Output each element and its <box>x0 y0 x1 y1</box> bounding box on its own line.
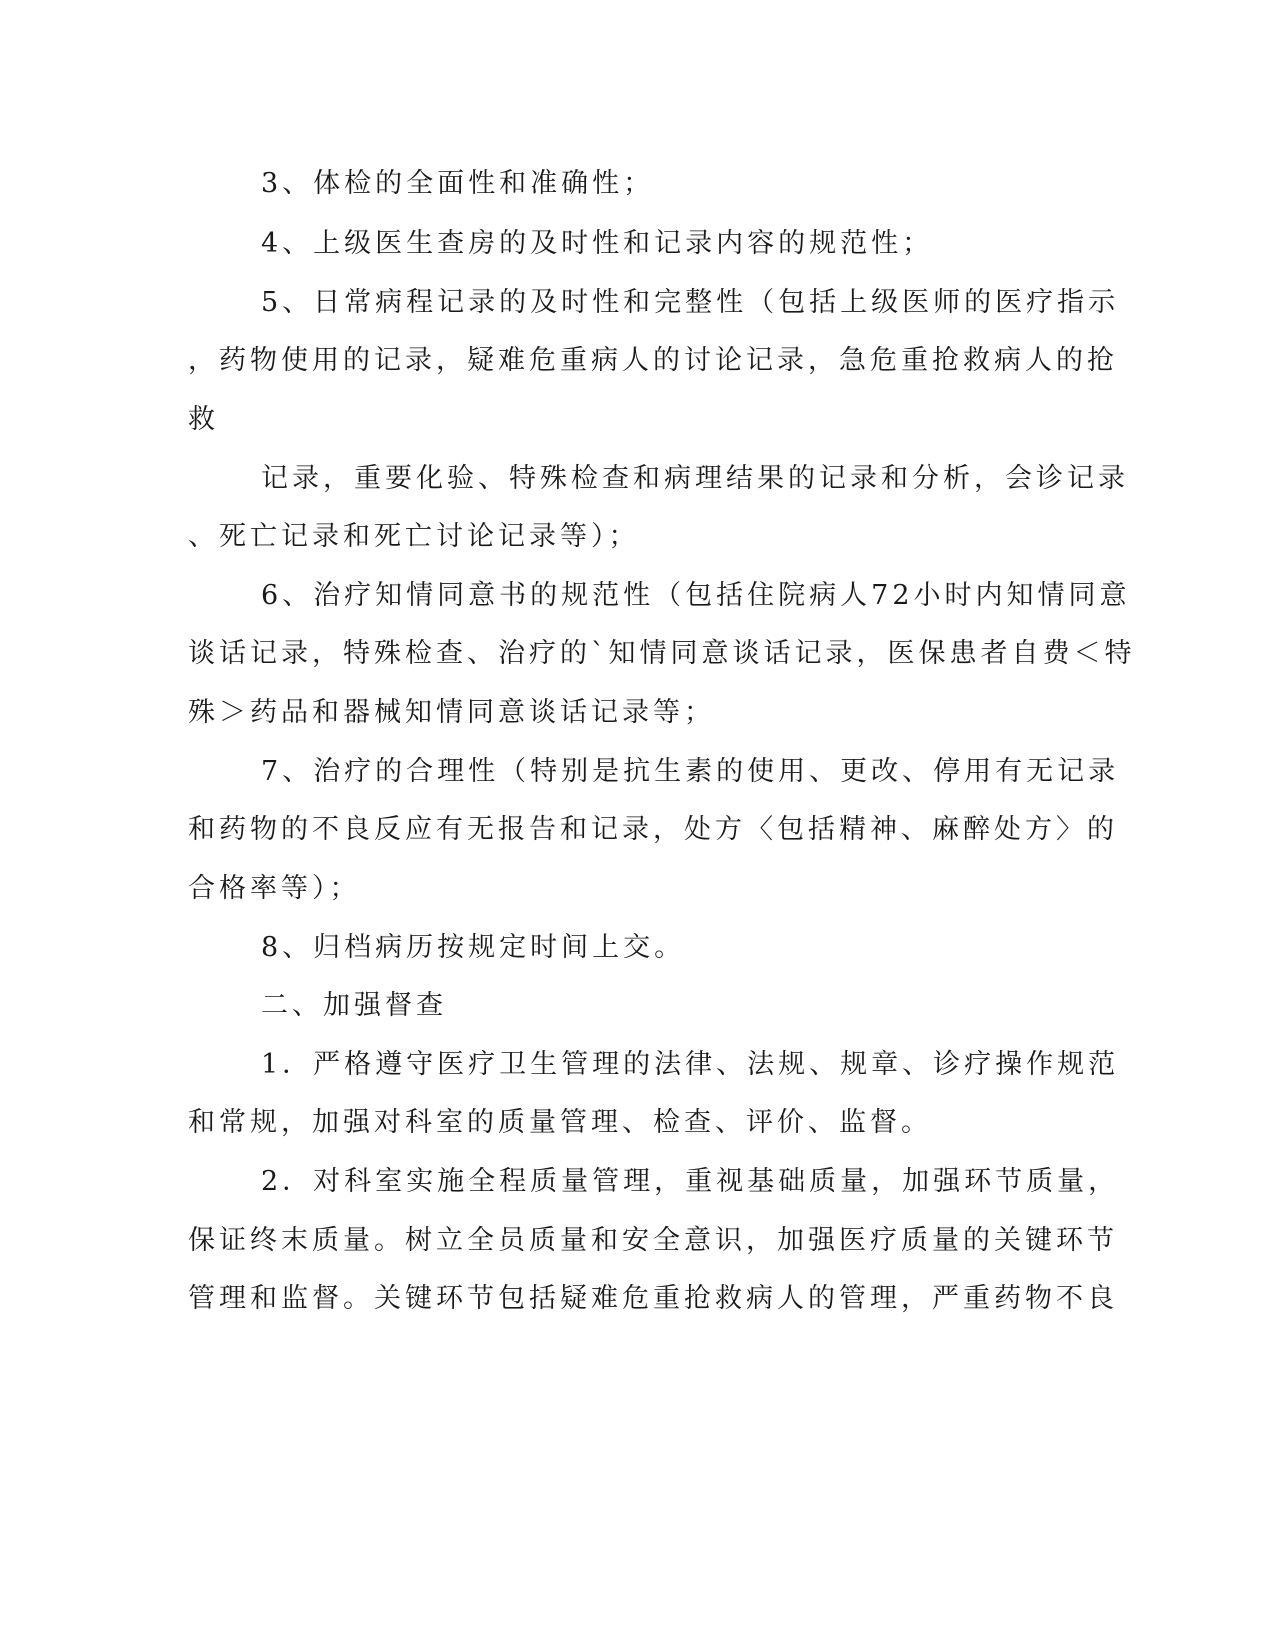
text-line: 救 <box>188 404 219 435</box>
text-line: 管理和监督。关键环节包括疑难危重抢救病人的管理，严重药物不良 <box>188 1283 1118 1314</box>
text-line: 2．对科室实施全程质量管理，重视基础质量，加强环节质量， <box>261 1166 1120 1197</box>
text-line: 记录，重要化验、特殊检查和病理结果的记录和分析，会诊记录 <box>261 463 1129 494</box>
text-line: 保证终末质量。树立全员质量和安全意识，加强医疗质量的关键环节 <box>188 1225 1118 1256</box>
text-line: 1．严格遵守医疗卫生管理的法律、法规、规章、诊疗操作规范 <box>261 1049 1120 1080</box>
text-line: 7、治疗的合理性（特别是抗生素的使用、更改、停用有无记录 <box>261 756 1120 787</box>
text-line: 8、归档病历按规定时间上交。 <box>261 932 686 963</box>
text-line: 合格率等）； <box>188 873 361 904</box>
text-line: 和常规，加强对科室的质量管理、检查、评价、监督。 <box>188 1107 932 1138</box>
text-line: 和药物的不良反应有无报告和记录，处方〈包括精神、麻醉处方〉的 <box>188 814 1118 845</box>
text-line: 谈话记录，特殊检查、治疗的`知情同意谈话记录，医保患者自费＜特 <box>188 638 1136 669</box>
text-line: ，药物使用的记录，疑难危重病人的讨论记录，急危重抢救病人的抢 <box>188 345 1118 376</box>
text-line: 6、治疗知情同意书的规范性（包括住院病人72小时内知情同意 <box>261 580 1131 611</box>
text-line: 殊＞药品和器械知情同意谈话记录等； <box>188 697 715 728</box>
section-heading: 二、加强督查 <box>261 990 447 1021</box>
text-line: 、死亡记录和死亡讨论记录等）； <box>188 521 640 552</box>
text-line: 5、日常病程记录的及时性和完整性（包括上级医师的医疗指示 <box>261 287 1120 318</box>
text-line: 3、体检的全面性和准确性； <box>261 168 655 199</box>
text-line: 4、上级医生查房的及时性和记录内容的规范性； <box>261 228 934 259</box>
